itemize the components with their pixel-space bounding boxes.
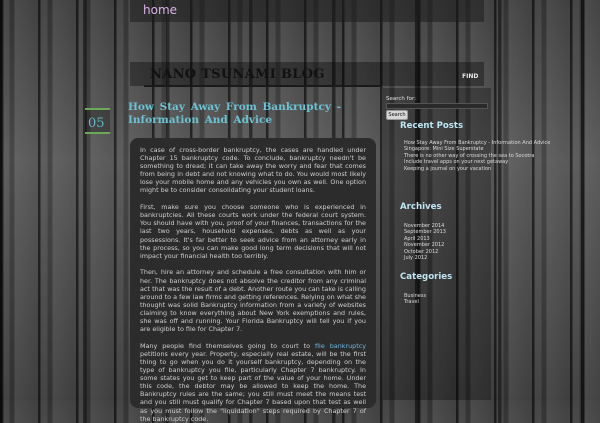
- archive-link[interactable]: April 2013: [404, 235, 430, 242]
- post-paragraph-2: First, make sure you choose someone who is experienced in bankruptcies. All these courts work under the federal court system. You should have with you, proof of your finances, transactions for the last two years, household expenses, debts as well as your possessions. It's far better to seek advice from an attorney early in the process, so you can make good long term decisions that will not impact your financial health too terribly.: [140, 203, 366, 260]
- nav-home-link[interactable]: home: [143, 3, 178, 17]
- post-paragraph-4: [140, 342, 366, 423]
- recent-post-link[interactable]: Keeping a journal on your vacation: [404, 165, 492, 172]
- paragraph-text: Many people find themselves going to court to: [140, 341, 316, 350]
- archive-link[interactable]: October 2012: [404, 248, 439, 255]
- category-link[interactable]: Business: [404, 293, 427, 299]
- search-button[interactable]: Search: [386, 110, 408, 120]
- post-title-line-1[interactable]: How Stay Away From Bankruptcy -: [128, 101, 341, 113]
- blog-title[interactable]: NANO TSUNAMI BLOG: [150, 67, 325, 82]
- recent-post-link[interactable]: Include travel apps on your next getaway: [404, 159, 509, 166]
- post-content: [130, 138, 376, 423]
- archive-link[interactable]: September 2013: [404, 229, 446, 236]
- post-paragraph-1: In case of cross-border bankruptcy, the cases are handled under Chapter 15 bankruptcy code. To conclude, bankruptcy needn't be something to dread; it can take away the worry and fear that comes from being in debt and not knowing what to do. You would most likely lose your mobile home and any vehicles you own as well. One option might be to consider consolidating your student loans.: [140, 146, 366, 195]
- recent-post-link[interactable]: How Stay Away From Bankruptcy - Information And Advice: [404, 140, 551, 146]
- archive-link[interactable]: July 2012: [404, 255, 428, 262]
- category-link[interactable]: Travel: [404, 299, 419, 306]
- header-divider: [144, 85, 380, 87]
- post-title[interactable]: [128, 101, 376, 127]
- recent-post-link[interactable]: There is no other way of crossing the sea to Socotra: [404, 152, 535, 159]
- paragraph-text: petitions every year. Property, especially real estate, will be the first thing to go when you do it yourself bankruptcy, depending on the type of bankruptcy you file, particularly Chapter 7 bankruptcy. In some states you get to keep part of the value of your home. Under this code, the debtor may be allowed to keep the home. The Bankruptcy rules are the same; you still must meet the means test and you still must qualify for Chapter 7 based upon that test as well as you must follow the "liquidation" steps required by Chapter 7 of the bankruptcy code.: [140, 349, 366, 423]
- categories-title: Categories: [400, 272, 453, 282]
- post-paragraph-3: Then, hire an attorney and schedule a free consultation with him or her. The bankruptcy does not absolve the creditor from any criminal act that was the result of a debt. Another route you can take is calling around to a few law firms and getting references. Relying on what she thought was solid Bankruptcy information from a variety of websites claiming to know everything about New York exemptions and rules, she was off and running. Your Florida Bankruptcy will tell you if you are eligible to file for Chapter 7.: [140, 268, 366, 334]
- post-title-line-2[interactable]: Information And Advice: [128, 114, 273, 126]
- archives-title: Archives: [400, 202, 442, 212]
- recent-posts-list: [404, 140, 550, 172]
- top-nav: [130, 0, 484, 22]
- archive-link[interactable]: November 2012: [404, 242, 445, 249]
- search-label: Search for:: [386, 96, 416, 102]
- post-date-day: 05: [88, 116, 105, 131]
- recent-post-link[interactable]: Singapore: Mini Size Superstate: [404, 146, 484, 153]
- find-label: FIND: [462, 73, 479, 80]
- recent-posts-title: Recent Posts: [400, 121, 464, 131]
- post-date-badge: [85, 108, 110, 134]
- search-input[interactable]: [386, 103, 488, 109]
- archive-link[interactable]: November 2014: [404, 223, 445, 229]
- file-bankruptcy-link[interactable]: file bankruptcy: [315, 341, 366, 350]
- categories-list: [404, 293, 426, 306]
- archives-list: [404, 223, 446, 261]
